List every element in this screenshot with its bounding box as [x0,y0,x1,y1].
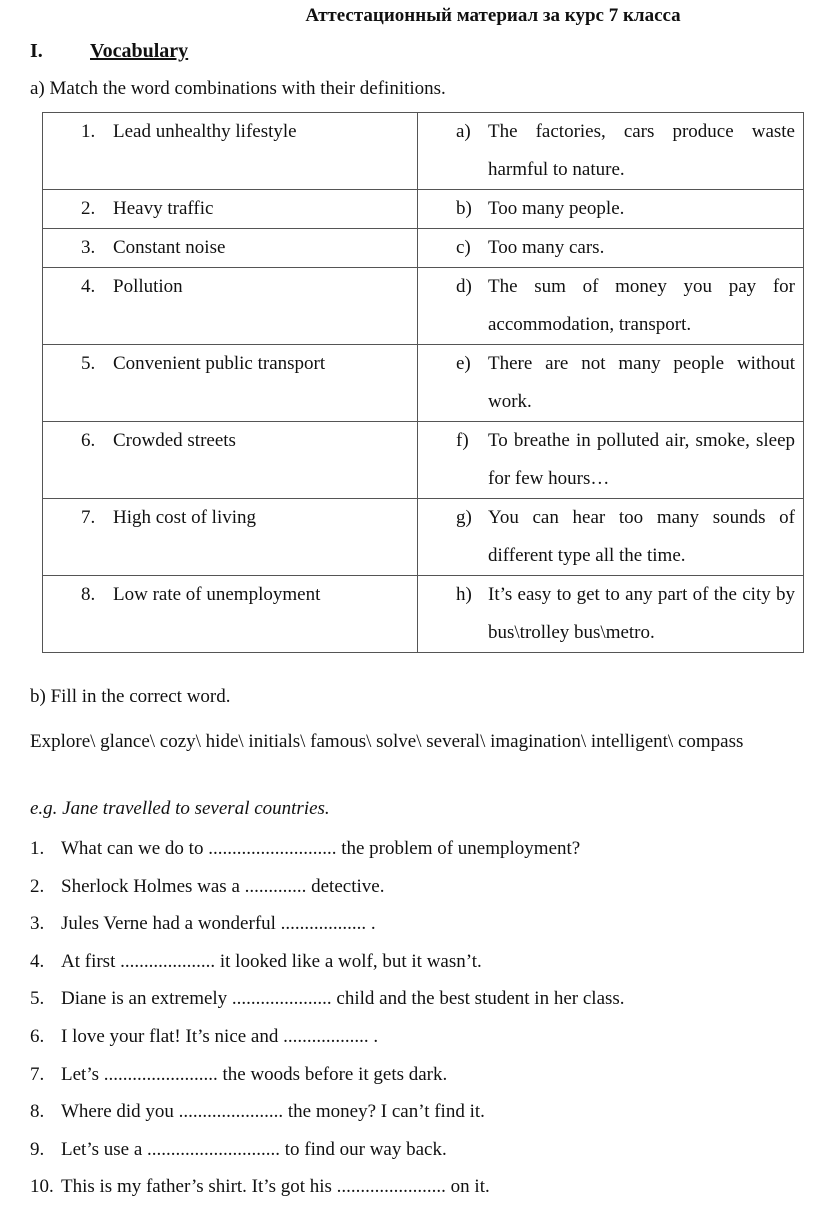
definition-cell [418,499,804,576]
example-sentence: e.g. Jane travelled to several countries. [30,798,330,819]
sentence-number: 3. [30,913,45,935]
definition-letter: h) [456,584,472,605]
definition-text: The sum of money you pay for accommodation, transport. [488,276,795,335]
list-item [30,1136,800,1174]
list-item [30,1098,800,1136]
sentence-number: 1. [30,838,45,859]
matching-table [42,112,804,653]
definition-cell [418,268,804,345]
sentence-number: 4. [30,950,45,972]
sentence-number: 7. [30,1063,45,1085]
sentence-number: 6. [30,1025,45,1047]
list-item [30,948,800,986]
sentence-number: 9. [30,1138,45,1160]
table-row [43,268,804,345]
term-text: Lead unhealthy lifestyle [113,121,297,142]
sentence-text: Sherlock Holmes was a ............. detective. [61,875,385,897]
list-item [30,1173,800,1211]
term-number: 5. [81,353,96,374]
definition-cell [418,422,804,499]
sentence-text: Let’s use a ............................ to find our way back. [61,1138,447,1160]
definition-letter: f) [456,430,469,451]
term-number: 1. [81,121,96,142]
definition-cell [418,576,804,653]
definition-cell [418,113,804,190]
table-row [43,113,804,190]
sentence-number: 10. [30,1176,54,1198]
term-cell [43,499,418,576]
definition-cell [418,229,804,268]
sentence-text: This is my father’s shirt. It’s got his ....................... on it. [61,1176,490,1198]
term-text: Constant noise [113,237,226,258]
term-text: Crowded streets [113,430,236,451]
definition-letter: b) [456,198,472,219]
term-cell [43,113,418,190]
sentence-list [30,835,800,1211]
sentence-number: 8. [30,1101,45,1123]
instruction-b: b) Fill in the correct word. [30,686,231,707]
definition-letter: d) [456,276,472,297]
sentence-number: 2. [30,875,45,897]
list-item [30,910,800,948]
definition-cell [418,345,804,422]
term-cell [43,345,418,422]
term-text: Heavy traffic [113,198,214,219]
table-row [43,422,804,499]
sentence-text: I love your flat! It’s nice and .................. . [61,1025,379,1047]
definition-text: Too many cars. [488,237,605,258]
term-number: 4. [81,276,96,297]
section-number: I. [30,40,43,62]
list-item [30,985,800,1023]
list-item [30,835,800,873]
sentence-text: What can we do to ........................... the problem of unemployment? [61,838,581,859]
definition-text: The factories, cars produce waste harmful to nature. [488,121,795,180]
instruction-a: a) Match the word combinations with their definitions. [30,78,446,99]
definition-text: You can hear too many sounds of different type all the time. [488,507,795,566]
section-name: Vocabulary [90,40,189,62]
term-text: Pollution [113,276,183,297]
table-row [43,345,804,422]
term-text: Convenient public transport [113,353,326,374]
definition-text: It’s easy to get to any part of the city by bus\trolley bus\metro. [488,584,795,643]
term-number: 7. [81,507,96,528]
term-text: Low rate of unemployment [113,584,321,605]
definition-letter: g) [456,507,472,528]
sentence-number: 5. [30,988,45,1010]
term-cell [43,268,418,345]
page-title: Аттестационный материал за курс 7 класса [305,5,681,26]
term-text: High cost of living [113,507,257,528]
word-bank: Explore\ glance\ cozy\ hide\ initials\ famous\ solve\ several\ imagination\ intelligent\ compass [30,731,744,752]
list-item [30,873,800,911]
definition-letter: e) [456,353,471,374]
sentence-text: Let’s ........................ the woods before it gets dark. [61,1063,448,1085]
term-cell [43,422,418,499]
term-number: 8. [81,584,96,605]
definition-text: Too many people. [488,198,625,219]
definition-text: There are not many people without work. [488,353,795,412]
definition-letter: c) [456,237,471,258]
term-cell [43,229,418,268]
table-row [43,499,804,576]
definition-letter: a) [456,121,471,142]
sentence-text: Jules Verne had a wonderful .................. . [61,913,376,935]
definition-cell [418,190,804,229]
section-heading [30,40,188,63]
list-item [30,1023,800,1061]
sentence-text: Where did you ...................... the money? I can’t find it. [61,1101,485,1123]
definition-text: To breathe in polluted air, smoke, sleep for few hours… [488,430,795,489]
table-row [43,229,804,268]
term-number: 6. [81,430,96,451]
term-cell [43,576,418,653]
sentence-text: At first .................... it looked like a wolf, but it wasn’t. [61,950,482,972]
term-number: 2. [81,198,96,219]
list-item [30,1061,800,1099]
term-number: 3. [81,237,96,258]
sentence-text: Diane is an extremely ..................... child and the best student in her class. [61,988,625,1010]
table-row [43,576,804,653]
term-cell [43,190,418,229]
table-row [43,190,804,229]
